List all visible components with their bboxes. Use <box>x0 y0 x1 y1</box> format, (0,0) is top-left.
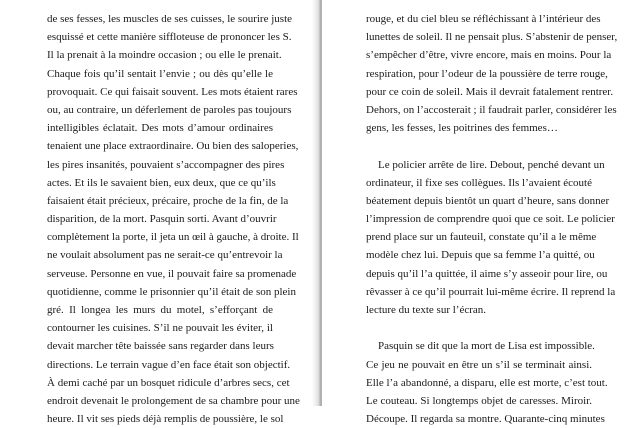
text-line: ne voulait absolument pas ne serait-ce qu’entrevoir la <box>47 249 283 262</box>
text-line: À demi caché par un bosquet ridicule d’arbres secs, cet <box>47 376 290 389</box>
text-line: complètement la porte, il jeta un œil à gauche, à droite. Il <box>47 231 299 244</box>
text-line: devait marcher tête baissée sans regarder dans leurs <box>47 340 274 353</box>
text-line: Pasquin se dit que la mort de Lisa est impossible. <box>378 340 595 353</box>
text-line: tenaient une place extraordinaire. Ou bien des saloperies, <box>47 140 299 153</box>
text-line: rêvasser à ce qu’il pourrait lui-même écrire. Il reprend la <box>366 285 616 298</box>
text-line: serveuse. Personne en vue, il pouvait faire sa promenade <box>47 267 297 280</box>
text-line: modèle chez lui. Depuis que sa femme l’a quitté, ou <box>366 249 595 262</box>
text-line: provoquait. Ce qui faisait souvent. Les mots étaient rares <box>47 85 298 98</box>
text-line: prend place sur un fauteuil, constate qu’il a le même <box>366 231 597 244</box>
text-line: heure. Il vit ses pieds déjà remplis de poussière, le sol <box>47 413 284 426</box>
text-line: actes. Et ils le savaient bien, eux deux, que ce qu’ils <box>47 176 276 189</box>
text-line: Elle l’a abandonné, a disparu, elle est morte, c’est tout. <box>366 376 608 389</box>
text-line: gré. Il longea les murs du motel, s’efforçant de <box>47 304 273 316</box>
text-line: faisaient était précieux, précaire, proche de la fin, de la <box>47 194 289 207</box>
text-line: l’impression de comprendre quoi que ce soit. Le policier <box>366 213 615 226</box>
text-line: lunettes de soleil. Il ne pensait plus. S’abstenir de penser, <box>366 31 618 44</box>
text-line: directions. Le terrain vague d’en face était son objectif. <box>47 358 291 371</box>
text-line: béatement depuis bientôt un quart d’heure, sans donner <box>366 194 610 207</box>
text-line: Le policier arrête de lire. Debout, penché devant un <box>378 158 605 171</box>
right-page <box>322 0 640 426</box>
text-line: contourner les cuisines. S’il ne pouvait les éviter, il <box>47 322 273 335</box>
text-line: depuis qu’il l’a quittée, il aime s’y asseoir pour lire, ou <box>366 267 608 280</box>
text-line: Il la prenait à la moindre occasion ; ou elle le prenait. <box>47 49 282 62</box>
text-line: pour ce coin de soleil. Mais il devrait fatalement rentrer. <box>366 85 614 98</box>
text-line: ou, au contraire, un déferlement de paroles pas toujours <box>47 103 292 116</box>
left-page-text <box>47 10 300 428</box>
text-line: Ce jeu ne pouvait en être un s’il se terminait ainsi. <box>366 358 592 371</box>
text-line: Découpe. Il regarda sa montre. Quarante-cinq minutes <box>366 413 605 426</box>
text-line: intelligibles éclatait. Des mots d’amour ordinaires <box>47 122 273 135</box>
text-line: Dehors, on l’accosterait ; il faudrait parler, considérer les <box>366 103 617 116</box>
text-line: gens, les fesses, les poitrines des femmes… <box>366 122 558 135</box>
left-page <box>0 0 318 426</box>
text-line: s’empêcher d’être, vivre encore, mais en moins. Pour la <box>366 49 612 62</box>
text-line: disparition, de la mort. Pasquin sorti. Avant d’ouvrir <box>47 213 277 226</box>
paragraph-break <box>366 137 592 155</box>
text-line: endroit devenait le prolongement de sa chambre pour une <box>47 394 300 407</box>
paragraph-break <box>366 319 592 337</box>
text-line: lecture du texte sur l’écran. <box>366 304 487 316</box>
text-line: ordinateur, il fixe ses collègues. Ils l’avaient écouté <box>366 176 592 189</box>
text-line: respiration, pour l’odeur de la poussière de terre rouge, <box>366 67 608 80</box>
text-line: les pires insanités, pouvaient s’accompagner des pires <box>47 158 285 171</box>
right-page-text <box>366 10 618 428</box>
text-line: Chaque fois qu’il sentait l’envie ; ou dès qu’elle le <box>47 67 273 80</box>
text-line: rouge, et du ciel bleu se réfléchissant à l’intérieur des <box>366 13 601 25</box>
text-line: de ses fesses, les muscles de ses cuisses, le sourire juste <box>47 13 293 25</box>
text-line: quotidienne, comme le prisonnier qu’il était de son plein <box>47 285 296 298</box>
text-line: esquissé et cette manière siffloteuse de prononcer les S. <box>47 31 292 44</box>
text-line: Le couteau. Si longtemps objet de caresses. Miroir. <box>366 394 592 407</box>
